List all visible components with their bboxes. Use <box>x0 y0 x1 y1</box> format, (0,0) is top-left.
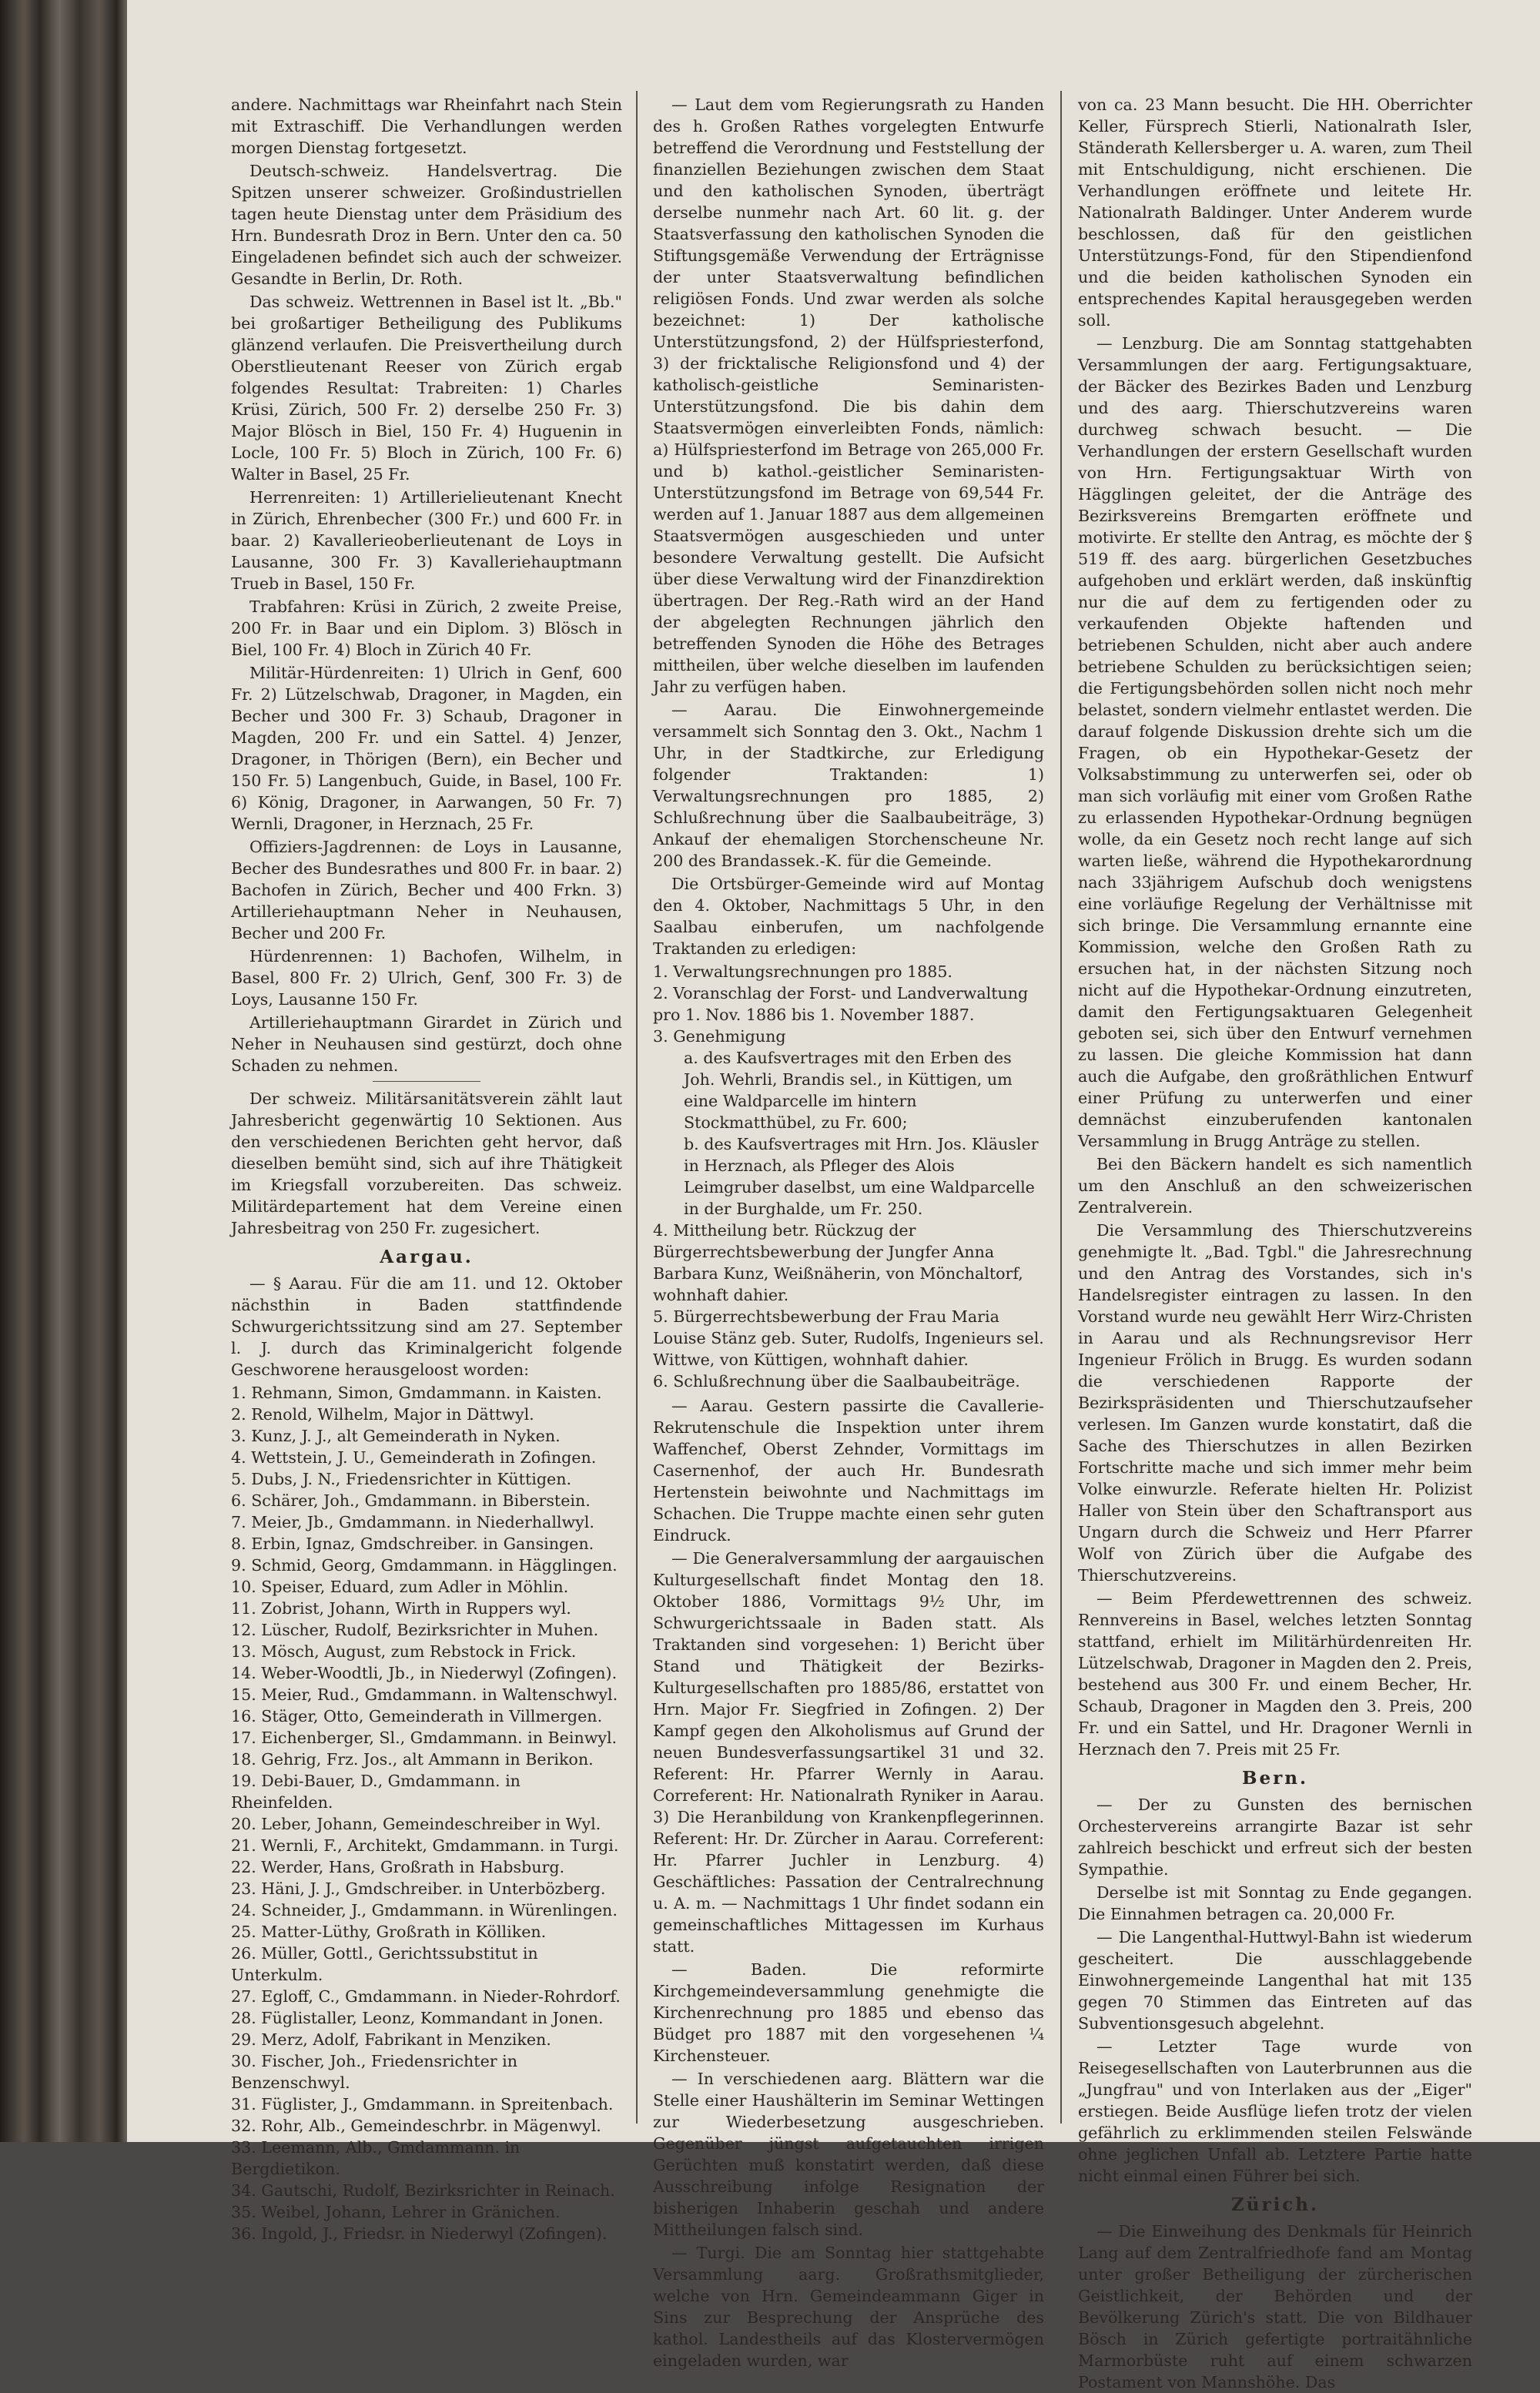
agenda-item: 2. Voranschlag der Forst- und Landverwaltung pro 1. Nov. 1886 bis 1. November 1887. <box>653 984 1029 1024</box>
article-paragraph: Der schweiz. Militärsanitätsverein zählt laut Jahresbericht gegenwärtig 10 Sektionen. Aus den verschiedenen Berichten geht hervor, daß dieselben bemüht sind, sich auf ihre Thätigkeit im Kriegsfall vorzubereiten. Das schweiz. Militärdepartement hat dem Vereine einen Jahresbeitrag von 250 Fr. zugesichert. <box>231 1089 622 1237</box>
juror-entry: 21. Wernli, F., Architekt, Gmdammann. in Turgi. <box>231 1836 619 1855</box>
juror-entry: 4. Wettstein, J. U., Gemeinderath in Zofingen. <box>231 1448 597 1467</box>
article-paragraph: — Baden. Die reformirte Kirchgemeindeversammlung genehmigte die Kirchenrechnung pro 1885 und ebenso das Büdget pro 1887 mit den vorgesehenen ¼ Kirchensteuer. <box>653 1960 1044 2065</box>
column-3 <box>1078 94 1472 2391</box>
article-paragraph: Offiziers-Jagdrennen: de Loys in Lausanne, Becher des Bundesrathes und 800 Fr. in baar. 2) Bachofen in Zürich, Becher und 400 Frkn. 3) Artilleriehauptmann Neher in Neuhausen, Becher und 200 Fr. <box>231 838 622 942</box>
juror-entry: 13. Mösch, August, zum Rebstock in Frick. <box>231 1642 577 1661</box>
juror-entry: 1. Rehmann, Simon, Gmdammann. in Kaisten. <box>231 1384 602 1402</box>
juror-entry: 29. Merz, Adolf, Fabrikant in Menziken. <box>231 2030 551 2049</box>
juror-entry: 12. Lüscher, Rudolf, Bezirksrichter in Muhen. <box>231 1621 599 1639</box>
article-paragraph: — In verschiedenen aarg. Blättern war die Stelle einer Haushälterin im Seminar Wettingen zur Wiederbesetzung ausgeschrieben. Gegenüber jüngst aufgetauchten irrigen Gerüchten muß konstatirt werden, daß diese Ausschreibung infolge Resignation der bisherigen Inhaberin geschah und andere Mittheilungen falsch sind. <box>653 2070 1044 2239</box>
juror-entry: 31. Füglister, J., Gmdammann. in Spreitenbach. <box>231 2095 614 2114</box>
article-paragraph: — Beim Pferdewettrennen des schweiz. Rennvereins in Basel, welches letzten Sonntag stattfand, erhielt im Militärhürdenreiten Hr. Lützelschwab, Dragoner in Magden den 2. Preis, bestehend aus 300 Fr. und einem Becher, Hr. Schaub, Dragoner in Magden den 3. Preis, 200 Fr. und ein Sattel, und Hr. Dragoner Wernli in Herznach den 7. Preis mit 25 Fr. <box>1078 1589 1472 1759</box>
article-paragraph: — Aarau. Die Einwohnergemeinde versammelt sich Sonntag den 3. Okt., Nachm 1 Uhr, in der Stadtkirche, zur Erledigung folgender Traktanden: 1) Verwaltungsrechnungen pro 1885, 2) Schlußrechnung über die Saalbaubeiträge, 3) Ankauf der ehemaligen Storchenscheune Nr. 200 des Brandassek.-K. für die Gemeinde. <box>653 701 1044 870</box>
article-paragraph: — § Aarau. Für die am 11. und 12. Oktober nächsthin in Baden stattfindende Schwurgerichtssitzung sind am 27. September l. J. durch das Kriminalgericht folgende Geschworene herausgeloost worden: <box>231 1274 622 1379</box>
juror-entry: 5. Dubs, J. N., Friedensrichter in Küttigen. <box>231 1470 572 1488</box>
article-paragraph: — Die Einweihung des Denkmals für Heinrich Lang auf dem Zentralfriedhofe fand am Montag unter großer Betheiligung der zürcherischen Geistlichkeit, der Behörden und der Bevölkerung Zürich's statt. Die von Bildhauer Bösch in Zürich gefertigte portraitähnliche Marmorbüste ruht auf einem schwarzen Postament von Mannshöhe. Das <box>1078 2222 1472 2391</box>
article-paragraph: Das schweiz. Wettrennen in Basel ist lt. „Bb." bei großartiger Betheiligung des Publikums glänzend verlaufen. Die Preisvertheilung durch Oberstlieutenant Reeser von Zürich ergab folgendes Resultat: Trabreiten: 1) Charles Krüsi, Zürich, 500 Fr. 2) derselbe 250 Fr. 3) Major Blösch in Biel, 150 Fr. 4) Huguenin in Locle, 100 Fr. 5) Bloch in Zürich, 100 Fr. 6) Walter in Basel, 25 Fr. <box>231 293 622 484</box>
juror-entry: 9. Schmid, Georg, Gmdammann. in Hägglingen. <box>231 1556 618 1575</box>
article-paragraph: andere. Nachmittags war Rheinfahrt nach Stein mit Extraschiff. Die Verhandlungen werden morgen Dienstag fortgesetzt. <box>231 95 622 157</box>
article-paragraph: Derselbe ist mit Sonntag zu Ende gegangen. Die Einnahmen betragen ca. 20,000 Fr. <box>1078 1883 1472 1923</box>
juror-entry: 20. Leber, Johann, Gemeindeschreiber in Wyl. <box>231 1815 601 1833</box>
juror-entry: 24. Schneider, J., Gmdammann. in Würenlingen. <box>231 1901 618 1919</box>
section-heading-bern: Bern. <box>1242 1768 1308 1789</box>
juror-entry: 22. Werder, Hans, Großrath in Habsburg. <box>231 1858 565 1876</box>
article-paragraph: Die Versammlung des Thierschutzvereins genehmigte lt. „Bad. Tgbl." die Jahresrechnung und den Antrag des Vorstandes, sich in's Handelsregister eintragen zu lassen. In den Vorstand wurde neu gewählt Herr Wirz-Christen in Aarau und als Rechnungsrevisor Herr Ingenieur Frölich in Brugg. Es wurden sodann die verschiedenen Rapporte der Bezirkspräsidenten und Thierschutzaufseher verlesen. Im Ganzen wurde konstatirt, daß die Sache des Thierschutzes in allen Bezirken Fortschritte mache und sich immer mehr beim Volke einwurzle. Referate hielten Hr. Polizist Haller von Stein über den Schaftransport aus Ungarn durch die Schweiz und Herr Pfarrer Wolf von Zürich über die Aufgabe des Thierschutzvereins. <box>1078 1221 1472 1585</box>
column-1 <box>231 94 622 2243</box>
juror-entry: 7. Meier, Jb., Gmdammann. in Niederhallwyl. <box>231 1513 594 1531</box>
agenda-list <box>653 961 1044 1392</box>
article-paragraph: Trabfahren: Krüsi in Zürich, 2 zweite Preise, 200 Fr. in Baar und ein Diplom. 3) Blösch in Biel, 100 Fr. 4) Bloch in Zürich 40 Fr. <box>231 597 622 659</box>
article-paragraph: — Laut dem vom Regierungsrath zu Handen des h. Großen Rathes vorgelegten Entwurfe betreffend die Verordnung und Feststellung der finanziellen Beziehungen zwischen dem Staat und den katholischen Synoden, überträgt derselbe nunmehr nach Art. 60 lit. g. der Staatsverfassung den katholischen Synoden die Stiftungsgemäße Verwendung der Erträgnisse der unter Staatsverwaltung befindlichen religiösen Fonds. Und zwar werden als solche bezeichnet: 1) Der katholische Unterstützungsfond, 2) der Hülfspriesterfond, 3) der fricktalische Religionsfond und 4) der katholisch-geistliche Seminaristen-Unterstützungsfond. Die bis dahin dem Staatsvermögen einverleibten Fonds, nämlich: a) Hülfspriesterfond im Betrage von 265,000 Fr. und b) kathol.-geistlicher Seminaristen-Unterstützungsfond im Betrage von 69,544 Fr. werden auf 1. Januar 1887 aus dem allgemeinen Staatsvermögen ausgeschieden und unter besondere Verwaltung gestellt. Die Aufsicht über diese Verwaltung wird der Finanzdirektion übertragen. Der Reg.-Rath wird an der Hand der abgelegten Rechnungen jährlich den betreffenden Synoden die Höhe des Betrages mittheilen, über welche dieselben im laufenden Jahr zu verfügen haben. <box>653 95 1044 696</box>
juror-entry: 3. Kunz, J. J., alt Gemeinderath in Nyken. <box>231 1427 561 1445</box>
article-paragraph: — Letzter Tage wurde von Reisegesellschaften von Lauterbrunnen aus die „Jungfrau" und von Interlaken aus der „Eiger" erstiegen. Beide Ausflüge liefen trotz der vielen gefährlich zu erklimmenden steilen Felswände ohne jeglichen Unfall ab. Letztere Partie hatte nicht einmal einen Führer bei sich. <box>1078 2037 1472 2185</box>
separator-line <box>373 1081 480 1082</box>
article-paragraph: — Turgi. Die am Sonntag hier stattgehabte Versammlung aarg. Großrathsmitglieder, welche von Hrn. Gemeindeammann Giger in Sins zur Besprechung der Ansprüche des kathol. Landestheils auf das Klostervermögen eingeladen wurden, war <box>653 2244 1044 2370</box>
juror-entry: 18. Gehrig, Frz. Jos., alt Ammann in Berikon. <box>231 1750 594 1769</box>
article-paragraph: Herrenreiten: 1) Artillerielieutenant Knecht in Zürich, Ehrenbecher (300 Fr.) und 600 Fr. in baar. 2) Kavallerieoberlieutenant de Loys in Lausanne, 300 Fr. 3) Kavalleriehauptmann Trueb in Basel, 150 Fr. <box>231 488 622 593</box>
juror-entry: 28. Füglistaller, Leonz, Kommandant in Jonen. <box>231 2009 604 2027</box>
article-paragraph: Militär-Hürdenreiten: 1) Ulrich in Genf, 600 Fr. 2) Lützelschwab, Dragoner, in Magden, ein Becher und 300 Fr. 3) Schaub, Dragoner in Magden, 200 Fr. und ein Sattel. 4) Jenzer, Dragoner, in Thörigen (Bern), ein Becher und 150 Fr. 5) Langenbuch, Guide, in Basel, 100 Fr. 6) König, Dragoner, in Aarwangen, 50 Fr. 7) Wernli, Dragoner, in Herznach, 25 Fr. <box>231 664 622 833</box>
agenda-item: 5. Bürgerrechtsbewerbung der Frau Maria Louise Stänz geb. Suter, Rudolfs, Ingenieurs sel. Wittwe, von Küttigen, wohnhaft dahier. <box>653 1307 1044 1369</box>
agenda-item: 6. Schlußrechnung über die Saalbaubeiträge. <box>653 1372 1020 1391</box>
book-binding <box>0 0 132 2142</box>
juror-entry: 33. Leemann, Alb., Gmdammann. in Bergdietikon. <box>231 2138 521 2178</box>
agenda-subitem: b. des Kaufsvertrages mit Hrn. Jos. Kläusler in Herznach, als Pfleger des Alois Leimgruber daselbst, um eine Waldparcelle in der Burghalde, um Fr. 250. <box>684 1135 1039 1218</box>
juror-entry: 25. Matter-Lüthy, Großrath in Kölliken. <box>231 1923 547 1941</box>
article-paragraph: Deutsch-schweiz. Handelsvertrag. Die Spitzen unserer schweizer. Großindustriellen tagen heute Dienstag unter dem Präsidium des Hrn. Bundesrath Droz in Bern. Unter den ca. 50 Eingeladenen befindet sich auch der schweizer. Gesandte in Berlin, Dr. Roth. <box>231 162 622 288</box>
article-paragraph: von ca. 23 Mann besucht. Die HH. Oberrichter Keller, Fürsprech Stierli, Nationalrath Isler, Ständerath Kellersberger u. A. waren, zum Theil mit Entschuldigung, nicht erschienen. Die Verhandlungen eröffnete und leitete Hr. Nationalrath Baldinger. Unter Anderem wurde beschlossen, daß für den geistlichen Unterstützungs-Fond, für den Stipendienfond und die beiden katholischen Synoden ein entsprechendes Kapital herausgegeben werden soll. <box>1078 95 1472 330</box>
juror-entry: 32. Rohr, Alb., Gemeindeschrbr. in Mägenwyl. <box>231 2117 601 2135</box>
article-paragraph: Bei den Bäckern handelt es sich namentlich um den Anschluß an den schweizerischen Zentralverein. <box>1078 1155 1472 1217</box>
juror-entry: 10. Speiser, Eduard, zum Adler in Möhlin. <box>231 1578 569 1596</box>
article-paragraph: — Die Langenthal-Huttwyl-Bahn ist wiederum gescheitert. Die ausschlaggebende Einwohnergemeinde Langenthal hat mit 135 gegen 70 Stimmen das Eintreten auf das Subventionsgesuch abgelehnt. <box>1078 1928 1472 2033</box>
juror-entry: 19. Debi-Bauer, D., Gmdammann. in Rheinfelden. <box>231 1772 521 1812</box>
juror-entry: 15. Meier, Rud., Gmdammann. in Waltenschwyl. <box>231 1685 618 1704</box>
article-paragraph: — Die Generalversammlung der aargauischen Kulturgesellschaft findet Montag den 18. Oktober 1886, Vormittags 9½ Uhr, im Schwurgerichtssaale in Baden statt. Als Traktanden sind vorgesehen: 1) Bericht über Stand und Thätigkeit der Bezirks-Kulturgesellschaften pro 1885/86, erstattet von Hrn. Major Fr. Siegfried in Zofingen. 2) Der Kampf gegen den Alkoholismus auf Grund der neuen Bundesverfassungsartikel 31 und 32. Referent: Hr. Pfarrer Wernly in Aarau. Correferent: Hr. Nationalrath Ryniker in Aarau. 3) Die Heranbildung von Krankenpflegerinnen. Referent: Hr. Dr. Zürcher in Aarau. Correferent: Hr. Pfarrer Juchler in Lenzburg. 4) Geschäftliches: Passation der Centralrechnung u. A. m. — Nachmittags 1 Uhr findet sodann ein gemeinschaftliches Mittagessen im Kurhaus statt. <box>653 1549 1044 1956</box>
article-paragraph: — Der zu Gunsten des bernischen Orchestervereins arrangirte Bazar ist sehr zahlreich beschickt und erfreut sich der besten Sympathie. <box>1078 1796 1472 1879</box>
article-paragraph: Artilleriehauptmann Girardet in Zürich und Neher in Neuhausen sind gestürzt, doch ohne Schaden zu nehmen. <box>231 1013 622 1075</box>
juror-entry: 26. Müller, Gottl., Gerichtssubstitut in Unterkulm. <box>231 1944 538 1984</box>
agenda-item: 4. Mittheilung betr. Rückzug der Bürgerrechtsbewerbung der Jungfer Anna Barbara Kunz, Weißnäherin, von Mönchaltorf, wohnhaft dahier. <box>653 1221 1023 1304</box>
section-heading-zurich: Zürich. <box>1230 2194 1320 2215</box>
juror-entry: 2. Renold, Wilhelm, Major in Dättwyl. <box>231 1405 534 1424</box>
juror-entry: 6. Schärer, Joh., Gmdammann. in Biberstein. <box>231 1491 591 1510</box>
article-paragraph: — Aarau. Gestern passirte die Cavallerie-Rekrutenschule die Inspektion unter ihrem Waffenchef, Oberst Zehnder, Vormittags im Casernenhof, der auch Hr. Bundesrath Hertenstein beiwohnte und Nachmittags im Schachen. Die Truppe machte einen sehr guten Eindruck. <box>653 1397 1044 1545</box>
agenda-item: 1. Verwaltungsrechnungen pro 1885. <box>653 962 952 981</box>
agenda-item: 3. Genehmigung <box>653 1027 786 1046</box>
juror-entry: 23. Häni, J. J., Gmdschreiber. in Unterbözberg. <box>231 1879 606 1898</box>
column-rule-1 <box>636 91 638 2124</box>
article-paragraph: — Lenzburg. Die am Sonntag stattgehabten Versammlungen der aarg. Fertigungsaktuare, der Bäcker des Bezirkes Baden und Lenzburg und des aarg. Thierschutzvereins waren durchweg schwach besucht. — Die Verhandlungen der erstern Gesellschaft wurden von Hrn. Fertigungsaktuar Wirth von Hägglingen geleitet, der die Anträge des Bezirksvereins Bremgarten eröffnete und motivirte. Er stellte den Antrag, es möchte der § 519 ff. des aarg. bürgerlichen Gesetzbuches aufgehoben und erklärt werden, daß inskünftig nur die auf dem zu fertigenden oder zu verkaufenden Objekte haftenden und betriebenen Schulden, nicht aber auch andere betriebene Schulden zu berücksichtigen seien; die Fertigungsbehörden sollen nicht noch mehr belastet, sondern vielmehr entlastet werden. Die darauf folgende Diskussion drehte sich um die Fragen, ob ein Hypothekar-Gesetz der Volksabstimmung zu unterwerfen sei, oder ob man sich vorläufig mit einer vom Großen Rathe zu erlassenden Hypothekar-Ordnung begnügen wolle, da ein Gesetz noch recht lange auf sich warten ließe, während die Hypothekarordnung nach 33jährigem Aufschub doch wenigstens eine vorläufige Regelung der Verhältnisse mit sich bringe. Die Versammlung ernannte eine Kommission, welche den Großen Rath zu ersuchen hat, in der nächsten Sitzung noch nicht auf die Hypothekar-Ordnung einzutreten, damit den Fertigungsaktuaren Gelegenheit geboten sei, sich über den Entwurf vernehmen zu lassen. Die gleiche Kommission hat dann auch die Aufgabe, den großräthlichen Entwurf einer Prüfung zu unterwerfen und einer demnächst einzuberufenden kantonalen Versammlung in Brugg Anträge zu stellen. <box>1078 334 1472 1150</box>
article-paragraph: Hürdenrennen: 1) Bachofen, Wilhelm, in Basel, 800 Fr. 2) Ulrich, Genf, 300 Fr. 3) de Loys, Lausanne 150 Fr. <box>231 947 622 1009</box>
column-2 <box>653 94 1044 2370</box>
juror-entry: 30. Fischer, Joh., Friedensrichter in Benzenschwyl. <box>231 2052 517 2092</box>
juror-entry: 17. Eichenberger, Sl., Gmdammann. in Beinwyl. <box>231 1729 618 1747</box>
section-heading-aargau: Aargau. <box>380 1247 474 1267</box>
juror-entry: 36. Ingold, J., Friedsr. in Niederwyl (Zofingen). <box>231 2224 608 2243</box>
juror-entry: 14. Weber-Woodtli, Jb., in Niederwyl (Zofingen). <box>231 1664 618 1682</box>
juror-list <box>231 1382 622 2244</box>
juror-entry: 11. Zobrist, Johann, Wirth in Ruppers wyl. <box>231 1599 571 1618</box>
juror-entry: 8. Erbin, Ignaz, Gmdschreiber. in Gansingen. <box>231 1535 594 1553</box>
column-rule-2 <box>1060 91 1062 2124</box>
article-paragraph: Die Ortsbürger-Gemeinde wird auf Montag den 4. Oktober, Nachmittags 5 Uhr, in den Saalbau einberufen, um nachfolgende Traktanden zu erledigen: <box>653 875 1044 958</box>
juror-entry: 34. Gautschi, Rudolf, Bezirksrichter in Reinach. <box>231 2181 615 2200</box>
agenda-subitem: a. des Kaufsvertrages mit den Erben des Joh. Wehrli, Brandis sel., in Küttigen, um eine Waldparcelle im hintern Stockmatthübel, zu Fr. 600; <box>684 1049 1013 1132</box>
juror-entry: 27. Egloff, C., Gmdammann. in Nieder-Rohrdorf. <box>231 1987 621 2006</box>
juror-entry: 16. Stäger, Otto, Gemeinderath in Villmergen. <box>231 1707 603 1725</box>
juror-entry: 35. Weibel, Johann, Lehrer in Gränichen. <box>231 2203 561 2221</box>
